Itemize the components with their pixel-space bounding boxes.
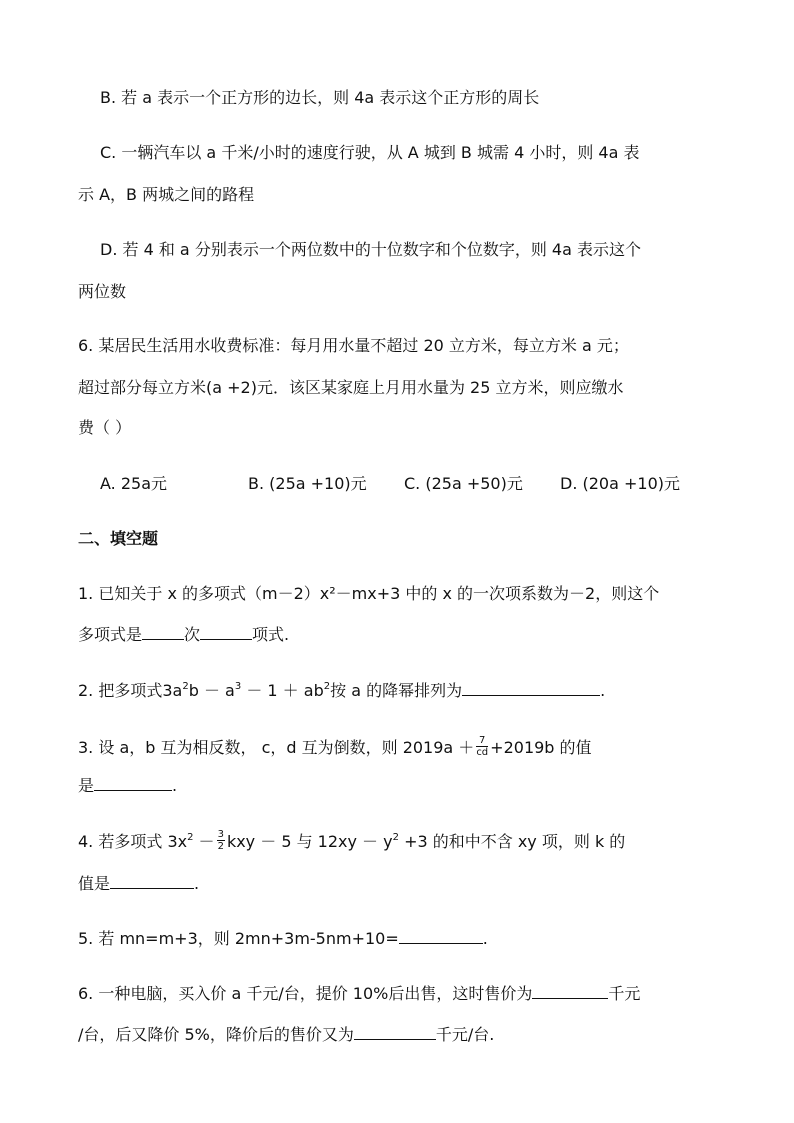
fill-q5 [78,929,488,949]
answer-blank[interactable] [94,776,172,791]
fill-q2-end: . [600,681,606,700]
fill-q3-text: 是 [78,776,95,795]
fill-q4-text: kxy － 5 与 12xy － y [226,832,393,851]
fraction-numerator: 7 [476,735,488,747]
fill-q1-text-c: 项式. [252,625,290,644]
fill-q3-text: +2019b 的值 [490,738,592,757]
fill-q1-text-a: 多项式是 [78,625,143,644]
fraction [217,829,225,852]
choice-option-d-line1: D. 若 4 和 a 分别表示一个两位数中的十位数字和个位数字，则 4a 表示这个 [100,240,641,259]
section-title: 二、填空题 [78,529,159,548]
fill-q6-line2 [78,1025,494,1045]
fill-q2-text: 按 a 的降幂排列为 [330,681,463,700]
fill-q5-text: 5. 若 mn=m+3，则 2mn+3m-5nm+10= [78,929,399,948]
fill-q3-line1 [78,737,592,760]
fraction-numerator: 3 [217,829,224,840]
fill-q6-text: 千元/台. [435,1025,495,1044]
exponent: 2 [392,832,399,843]
fill-q2-text: － 1 ＋ ab [241,681,324,700]
question-6-line1: 6. 某居民生活用水收费标准：每月用水量不超过 20 立方米，每立方米 a 元； [78,336,629,355]
fill-q4-text: － [193,832,215,851]
question-6-line3: 费（ ） [78,418,132,437]
option-d: D. (20a +10)元 [560,474,680,493]
fill-q2-text: b － a [188,681,235,700]
answer-blank[interactable] [354,1025,436,1040]
exponent: 2 [182,681,189,692]
fill-q3-text: 3. 设 a，b 互为相反数， c，d 互为倒数，则 2019a ＋ [78,738,475,757]
fill-q2 [78,681,605,701]
choice-option-b: B. 若 a 表示一个正方形的边长，则 4a 表示这个正方形的周长 [100,88,540,107]
choice-option-c-line2: 示 A，B 两城之间的路程 [78,185,255,204]
answer-blank[interactable] [462,681,600,696]
answer-blank[interactable] [142,625,184,640]
fill-q6-text: 千元 [608,984,641,1003]
question-6-options [100,474,740,494]
fill-q3-line2 [78,776,177,796]
answer-blank[interactable] [200,625,252,640]
question-6-line2: 超过部分每立方米(a +2)元．该区某家庭上月用水量为 25 立方米，则应缴水 [78,378,624,397]
fill-q4-line1 [78,831,625,854]
fraction-denominator: cd [476,747,489,758]
option-a: A. 25a元 [100,474,168,493]
fill-q2-text: 2. 把多项式3a [78,681,183,700]
fill-q6-line1 [78,984,640,1004]
fill-q6-text: 6. 一种电脑，买入价 a 千元/台，提价 10%后出售，这时售价为 [78,984,533,1003]
fill-q4-end: . [194,874,200,893]
fill-q4-text: 值是 [78,874,111,893]
fill-q1-line1: 1. 已知关于 x 的多项式（m－2）x²－mx+3 中的 x 的一次项系数为－2，则这个 [78,584,660,603]
option-b: B. (25a +10)元 [248,474,367,493]
exponent: 3 [234,681,242,692]
exponent: 2 [187,832,194,843]
fill-q4-text: +3 的和中不含 xy 项，则 k 的 [398,832,626,851]
choice-option-d-line2: 两位数 [78,282,127,301]
fill-q4-text: 4. 若多项式 3x [78,832,188,851]
answer-blank[interactable] [399,929,483,944]
option-c: C. (25a +50)元 [404,474,523,493]
fill-q1-line2 [78,625,289,645]
fill-q1-text-b: 次 [184,625,201,644]
answer-blank[interactable] [110,874,194,889]
fill-q6-text: /台，后又降价 5%，降价后的售价又为 [78,1025,354,1044]
fill-q3-end: . [172,776,178,795]
choice-option-c-line1: C. 一辆汽车以 a 千米/小时的速度行驶，从 A 城到 B 城需 4 小时，则 4a 表 [100,143,640,162]
exponent: 2 [323,681,331,692]
fraction [476,735,488,758]
answer-blank[interactable] [532,984,608,999]
fill-q4-line2 [78,874,199,894]
fill-q5-end: . [482,929,488,948]
fraction-denominator: 2 [217,841,224,852]
